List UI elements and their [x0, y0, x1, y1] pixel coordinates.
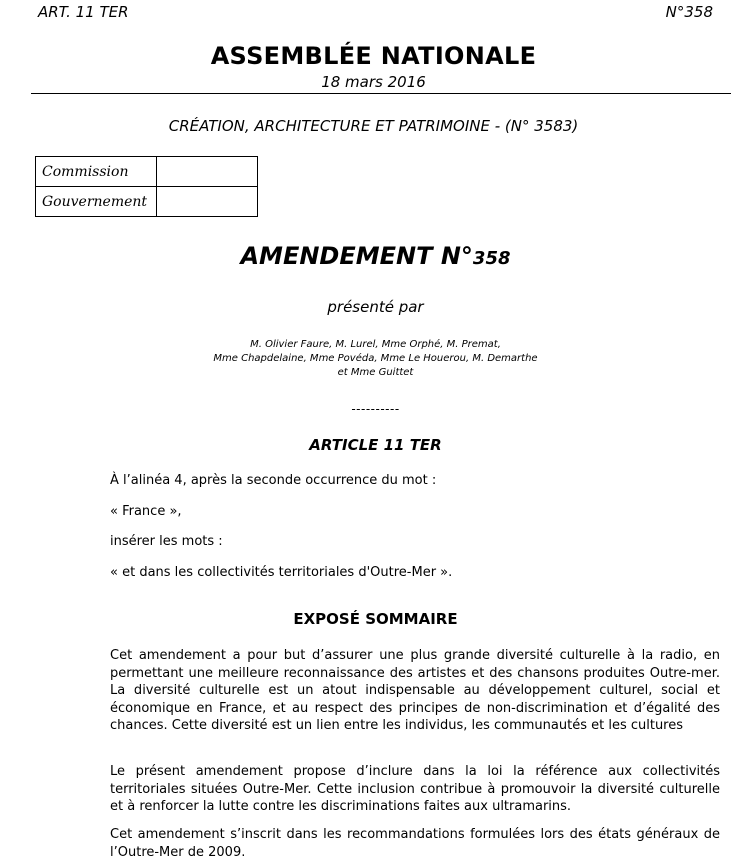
document-date: 18 mars 2016	[321, 73, 426, 91]
article-heading: ARTICLE 11 TER	[309, 436, 442, 454]
opinion-row-commission	[36, 157, 258, 187]
authors-line: M. Olivier Faure, M. Lurel, Mme Orphé, M. Premat,	[250, 339, 501, 350]
amendment-number: 358	[472, 248, 511, 269]
opinion-label: Commission	[36, 157, 157, 187]
opinion-value	[157, 187, 258, 217]
article-line: insérer les mots :	[110, 534, 223, 549]
opinion-table	[35, 156, 258, 217]
expose-heading: EXPOSÉ SOMMAIRE	[293, 610, 458, 628]
presented-by: présenté par	[327, 298, 424, 316]
separator: ----------	[351, 402, 400, 416]
article-reference: ART. 11 TER	[38, 3, 129, 21]
authors-list	[0, 338, 747, 380]
institution-title: ASSEMBLÉE NATIONALE	[210, 42, 537, 70]
bill-title: CRÉATION, ARCHITECTURE ET PATRIMOINE - (N° 3583)	[168, 117, 579, 135]
article-line: « France »,	[110, 504, 182, 519]
expose-paragraph: Le présent amendement propose d’inclure dans la loi la référence aux collectivités territoriales situées Outre-Mer. Cette inclusion contribue à promouvoir la diversité culturelle et à renforcer la lutte contre les discriminations faites aux ultramarins.	[110, 764, 720, 814]
amendment-title-label: AMENDEMENT N°	[240, 242, 473, 270]
opinion-value	[157, 157, 258, 187]
expose-paragraph: Cet amendement s’inscrit dans les recommandations formulées lors des états généraux de l’Outre-Mer de 2009.	[110, 827, 720, 860]
header-divider	[31, 93, 731, 94]
opinion-label: Gouvernement	[36, 187, 157, 217]
amendment-reference: N°358	[665, 3, 713, 21]
article-line: À l’alinéa 4, après la seconde occurrence du mot :	[110, 473, 437, 488]
article-line: « et dans les collectivités territoriales d'Outre-Mer ».	[110, 565, 453, 580]
authors-line: Mme Chapdelaine, Mme Povéda, Mme Le Houerou, M. Demarthe	[213, 353, 538, 364]
authors-line: et Mme Guittet	[337, 367, 414, 378]
amendment-title	[0, 242, 747, 270]
opinion-row-gouvernement	[36, 187, 258, 217]
expose-paragraph: Cet amendement a pour but d’assurer une plus grande diversité culturelle à la radio, en permettant une meilleure reconnaissance des artistes et des chansons produites Outre-mer. La diversité culturelle est un atout indispensable au développement culturel, social et économique en France, et au respect des principes de non-discrimination et d’égalité des chances. Cette diversité est un lien entre les individus, les communautés et les cultures	[110, 648, 720, 733]
